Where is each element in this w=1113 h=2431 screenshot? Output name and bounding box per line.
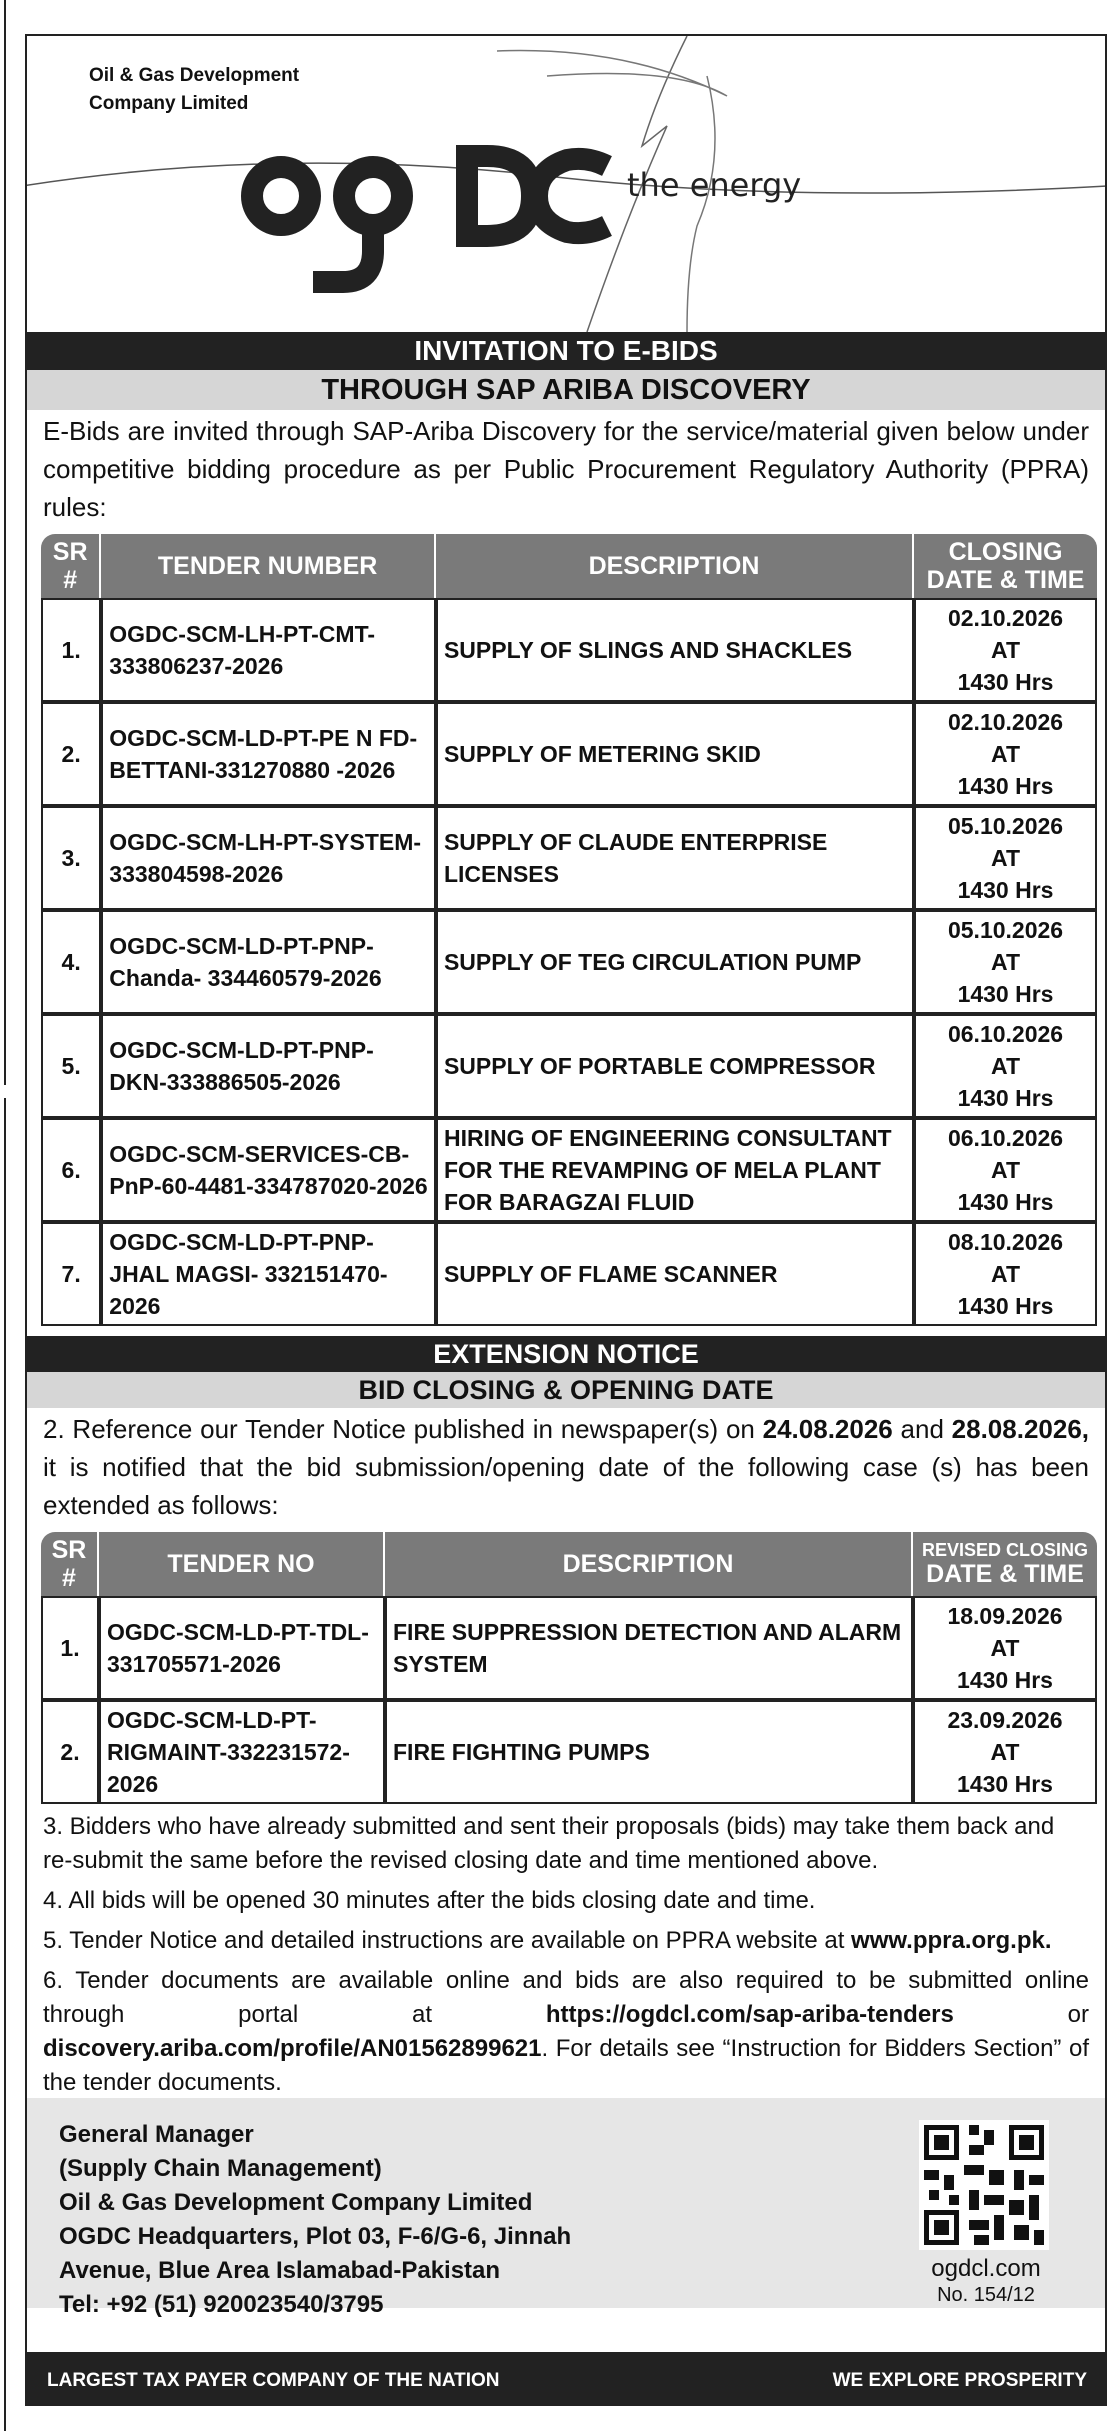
reference-number: No. 154/12 [937, 2284, 1035, 2306]
description-cell: SUPPLY OF CLAUDE ENTERPRISE LICENSES [436, 806, 914, 910]
description-cell: HIRING OF ENGINEERING CONSULTANT FOR THE REVAMPING OF MELA PLANT FOR BARAGZAI FLUID [436, 1118, 914, 1222]
closing-at: AT [991, 1157, 1020, 1183]
table-row [41, 1118, 1097, 1222]
note-5-text: 5. Tender Notice and detailed instructions are available on PPRA website at [43, 1927, 852, 1954]
closing-at: AT [991, 1261, 1020, 1287]
bottom-slogan-left: LARGEST TAX PAYER COMPANY OF THE NATION [47, 2370, 500, 2391]
sr-cell: 3. [41, 806, 101, 910]
note-4: 4. All bids will be opened 30 minutes after the bids closing date and time. [43, 1887, 816, 1914]
sr-cell: 4. [41, 910, 101, 1014]
closing-cell [914, 702, 1097, 806]
closing-time: 1430 Hrs [957, 773, 1054, 799]
description-cell: SUPPLY OF TEG CIRCULATION PUMP [436, 910, 914, 1014]
ogdc-logo [27, 36, 1105, 332]
ariba-profile-link[interactable]: discovery.ariba.com/profile/AN01562899621 [43, 2035, 542, 2062]
invitation-subtitle: THROUGH SAP ARIBA DISCOVERY [27, 370, 1105, 410]
description-cell: SUPPLY OF METERING SKID [436, 702, 914, 806]
sr-cell: 6. [41, 1118, 101, 1222]
closing-cell [913, 1596, 1097, 1700]
note-6-suffix: . For details see “Instruction for Bidders Section” of the tender documents. [43, 2035, 1089, 2096]
company-name-line2: Company Limited [89, 93, 249, 114]
company-name-line1: Oil & Gas Development [89, 65, 300, 86]
closing-date: 02.10.2026 [947, 605, 1064, 631]
note-6-text: 6. Tender documents are available online and bids are also required to be submitted online through portal at [43, 1967, 1089, 2028]
contact-line5: Avenue, Blue Area Islamabad-Pakistan [59, 2257, 501, 2284]
extension-para-suffix: it is notified that the bid submission/opening date of the following case (s) has been extended as follows: [43, 1452, 1089, 1520]
contact-line3: Oil & Gas Development Company Limited [59, 2189, 533, 2216]
closing-cell [913, 1700, 1097, 1804]
closing-date: 23.09.2026 [947, 1707, 1063, 1733]
closing-date: 02.10.2026 [947, 709, 1064, 735]
description-cell: SUPPLY OF PORTABLE COMPRESSOR [436, 1014, 914, 1118]
closing-time: 1430 Hrs [957, 1667, 1053, 1693]
closing-at: AT [991, 949, 1020, 975]
left-rule-top [4, 0, 6, 1085]
header-revised-closing-line1: REVISED CLOSING [921, 1540, 1089, 1560]
header-tender-no: TENDER NO [99, 1532, 385, 1596]
closing-cell [914, 598, 1097, 702]
invitation-title: INVITATION TO E-BIDS [27, 332, 1105, 370]
closing-cell [914, 1222, 1097, 1326]
logo-tagline: the energy [627, 166, 802, 204]
description-cell: SUPPLY OF SLINGS AND SHACKLES [436, 598, 914, 702]
contact-line2: (Supply Chain Management) [59, 2155, 382, 2182]
closing-at: AT [991, 845, 1020, 871]
closing-at: AT [991, 741, 1020, 767]
header-revised-closing-line2: DATE & TIME [926, 1560, 1084, 1588]
ppra-link[interactable]: www.ppra.org.pk. [851, 1927, 1052, 1954]
header-closing: CLOSING DATE & TIME [914, 534, 1097, 598]
closing-at: AT [990, 1739, 1020, 1765]
header-sr: SR # [41, 1532, 99, 1596]
bottom-bar [27, 2352, 1107, 2406]
table-row [41, 910, 1097, 1014]
note-5 [43, 1924, 1089, 1958]
advertisement-page [25, 34, 1107, 2406]
table-row [41, 806, 1097, 910]
extension-para-prefix: 2. Reference our Tender Notice published in newspaper(s) on [43, 1414, 763, 1444]
description-cell: FIRE FIGHTING PUMPS [385, 1700, 913, 1804]
tender-number-cell: OGDC-SCM-SERVICES-CB-PnP-60-4481-334787020-2026 [101, 1118, 436, 1222]
table-row [41, 1014, 1097, 1118]
contact-details [59, 2118, 571, 2322]
closing-date: 05.10.2026 [947, 813, 1064, 839]
closing-date: 05.10.2026 [947, 917, 1064, 943]
description-cell: SUPPLY OF FLAME SCANNER [436, 1222, 914, 1326]
contact-line4: OGDC Headquarters, Plot 03, F-6/G-6, Jinnah [59, 2223, 572, 2250]
table-row [41, 1596, 1097, 1700]
header-sr: SR # [41, 534, 101, 598]
closing-time: 1430 Hrs [957, 669, 1054, 695]
sr-cell: 5. [41, 1014, 101, 1118]
tender-number-cell: OGDC-SCM-LD-PT-PNP-JHAL MAGSI- 332151470-2026 [101, 1222, 436, 1326]
contact-box [27, 2098, 1107, 2318]
qr-code-icon [919, 2120, 1049, 2250]
extension-para-mid: and [892, 1414, 952, 1444]
extension-date1: 24.08.2026 [762, 1414, 893, 1444]
tender-number-cell: OGDC-SCM-LH-PT-SYSTEM-333804598-2026 [101, 806, 436, 910]
extension-table-header [41, 1532, 1097, 1596]
sr-cell: 1. [41, 598, 101, 702]
tenders-table [41, 534, 1097, 1326]
sr-cell: 7. [41, 1222, 101, 1326]
closing-cell [914, 806, 1097, 910]
closing-date: 06.10.2026 [947, 1021, 1064, 1047]
sr-cell: 1. [41, 1596, 99, 1700]
table-row [41, 1222, 1097, 1326]
table-row [41, 598, 1097, 702]
tender-number-cell: OGDC-SCM-LD-PT-TDL-331705571-2026 [99, 1596, 385, 1700]
bottom-slogan-right: WE EXPLORE PROSPERITY [832, 2370, 1087, 2391]
invitation-intro: E-Bids are invited through SAP-Ariba Discovery for the service/material given below under competitive bidding procedure as per Public Procurement Regulatory Authority (PPRA) rules: [43, 416, 1089, 522]
note-6-or: or [953, 2001, 1089, 2028]
closing-time: 1430 Hrs [957, 1085, 1054, 1111]
notes [27, 1804, 1105, 2100]
description-cell: FIRE SUPPRESSION DETECTION AND ALARM SYSTEM [385, 1596, 913, 1700]
closing-cell [914, 1014, 1097, 1118]
left-rule-bottom [4, 1098, 6, 2431]
contact-phone: Tel: +92 (51) 920023540/3795 [59, 2291, 384, 2318]
extension-subtitle: BID CLOSING & OPENING DATE [27, 1372, 1105, 1408]
closing-cell [914, 1118, 1097, 1222]
tender-number-cell: OGDC-SCM-LH-PT-CMT-333806237-2026 [101, 598, 436, 702]
closing-time: 1430 Hrs [957, 877, 1054, 903]
header-revised-closing [913, 1532, 1097, 1596]
table-row [41, 1700, 1097, 1804]
note-3: 3. Bidders who have already submitted and sent their proposals (bids) may take them back and re-submit the same before the revised closing date and time mentioned above. [43, 1813, 1055, 1874]
header-description: DESCRIPTION [436, 534, 914, 598]
extension-table [41, 1532, 1097, 1804]
closing-at: AT [991, 1053, 1020, 1079]
closing-time: 1430 Hrs [957, 1293, 1054, 1319]
tender-number-cell: OGDC-SCM-LD-PT-RIGMAINT-332231572-2026 [99, 1700, 385, 1804]
closing-time: 1430 Hrs [957, 1771, 1053, 1797]
closing-at: AT [990, 1635, 1020, 1661]
header-description: DESCRIPTION [385, 1532, 913, 1596]
extension-title: EXTENSION NOTICE [27, 1336, 1105, 1372]
closing-at: AT [991, 637, 1020, 663]
table-row [41, 702, 1097, 806]
closing-time: 1430 Hrs [957, 1189, 1054, 1215]
closing-date: 18.09.2026 [947, 1603, 1063, 1629]
note-6 [43, 1964, 1089, 2100]
header [27, 36, 1105, 332]
closing-date: 06.10.2026 [947, 1125, 1064, 1151]
closing-date: 08.10.2026 [947, 1229, 1064, 1255]
closing-time: 1430 Hrs [957, 981, 1054, 1007]
tender-number-cell: OGDC-SCM-LD-PT-PNP-Chanda- 334460579-2026 [101, 910, 436, 1014]
tender-number-cell: OGDC-SCM-LD-PT-PE N FD-BETTANI-331270880 -2026 [101, 702, 436, 806]
extension-date2: 28.08.2026, [951, 1414, 1090, 1444]
extension-paragraph [27, 1408, 1105, 1524]
sr-cell: 2. [41, 702, 101, 806]
website-url[interactable]: ogdcl.com [931, 2255, 1041, 2282]
tender-number-cell: OGDC-SCM-LD-PT-PNP-DKN-333886505-2026 [101, 1014, 436, 1118]
ogdcl-tenders-link[interactable]: https://ogdcl.com/sap-ariba-tenders [545, 2001, 954, 2028]
tenders-table-header [41, 534, 1097, 598]
header-tender-number: TENDER NUMBER [101, 534, 436, 598]
contact-line1: General Manager [59, 2121, 254, 2148]
closing-cell [914, 910, 1097, 1014]
sr-cell: 2. [41, 1700, 99, 1804]
